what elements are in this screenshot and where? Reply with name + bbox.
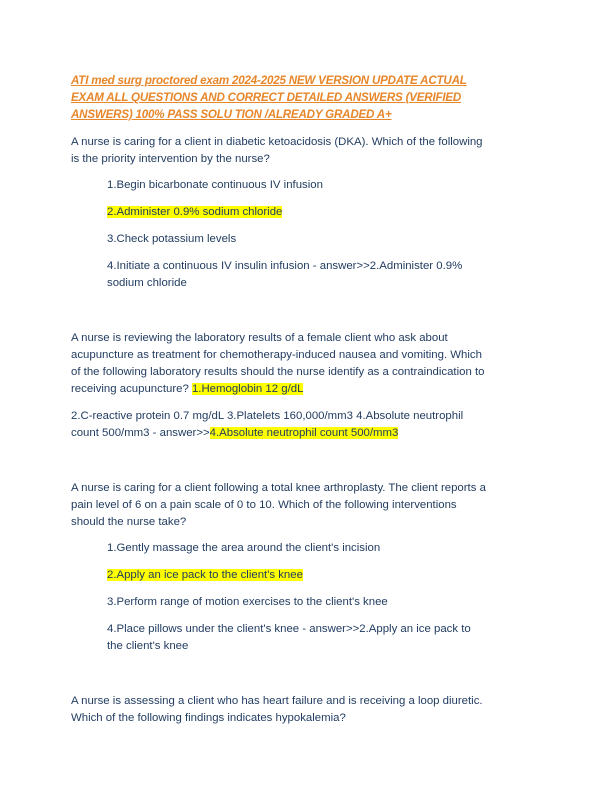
- question-2-stem: [71, 330, 491, 398]
- highlighted-answer: 2.Apply an ice pack to the client's knee: [107, 569, 303, 581]
- question-4-stem: A nurse is assessing a client who has heart failure and is receiving a loop diuretic. Which of the following findings indicates hypokalemia?: [71, 695, 483, 724]
- question-3-option-1: 1.Gently massage the area around the client's incision: [107, 542, 381, 554]
- question-3-stem: A nurse is caring for a client following a total knee arthroplasty. The client reports a pain level of 6 on a pain scale of 0 to 10. Which of the following interventions should the nurse take?: [71, 482, 486, 528]
- question-3-option-2: [107, 567, 487, 584]
- question-1-option-1: 1.Begin bicarbonate continuous IV infusion: [107, 179, 323, 191]
- question-1-option-2: [107, 204, 487, 221]
- question-3-option-4: 4.Place pillows under the client's knee - answer>>2.Apply an ice pack to the client's knee: [107, 623, 471, 652]
- question-2-stem-text: A nurse is reviewing the laboratory results of a female client who ask about acupuncture as treatment for chemotherapy-induced nausea and vomiting. Which of the following laboratory results should the nurse identify as a contraindication to receiving acupuncture?: [71, 332, 485, 395]
- document-title: ATI med surg proctored exam 2024-2025 NEW VERSION UPDATE ACTUAL EXAM ALL QUESTIONS AND CORRECT DETAILED ANSWERS (VERIFIED ANSWERS) 100% PASS SOLU TION /ALREADY GRADED A+: [71, 74, 467, 121]
- question-1-option-3: 3.Check potassium levels: [107, 233, 237, 245]
- highlighted-answer: 4.Absolute neutrophil count 500/mm3: [209, 427, 399, 439]
- highlighted-answer: 2.Administer 0.9% sodium chloride: [107, 206, 283, 218]
- question-2-options-text: 2.C-reactive protein 0.7 mg/dL 3.Platelets 160,000/mm3 4.Absolute neutrophil count 500/mm3 - answer>>: [71, 410, 464, 439]
- question-3-option-3: 3.Perform range of motion exercises to the client's knee: [107, 596, 388, 608]
- question-1-stem: A nurse is caring for a client in diabetic ketoacidosis (DKA). Which of the following is the priority intervention by the nurse?: [71, 136, 483, 165]
- highlighted-option: 1.Hemoglobin 12 g/dL: [191, 383, 304, 395]
- question-2-options: [71, 408, 491, 442]
- question-1-option-4: 4.Initiate a continuous IV insulin infusion - answer>>2.Administer 0.9% sodium chloride: [107, 260, 463, 289]
